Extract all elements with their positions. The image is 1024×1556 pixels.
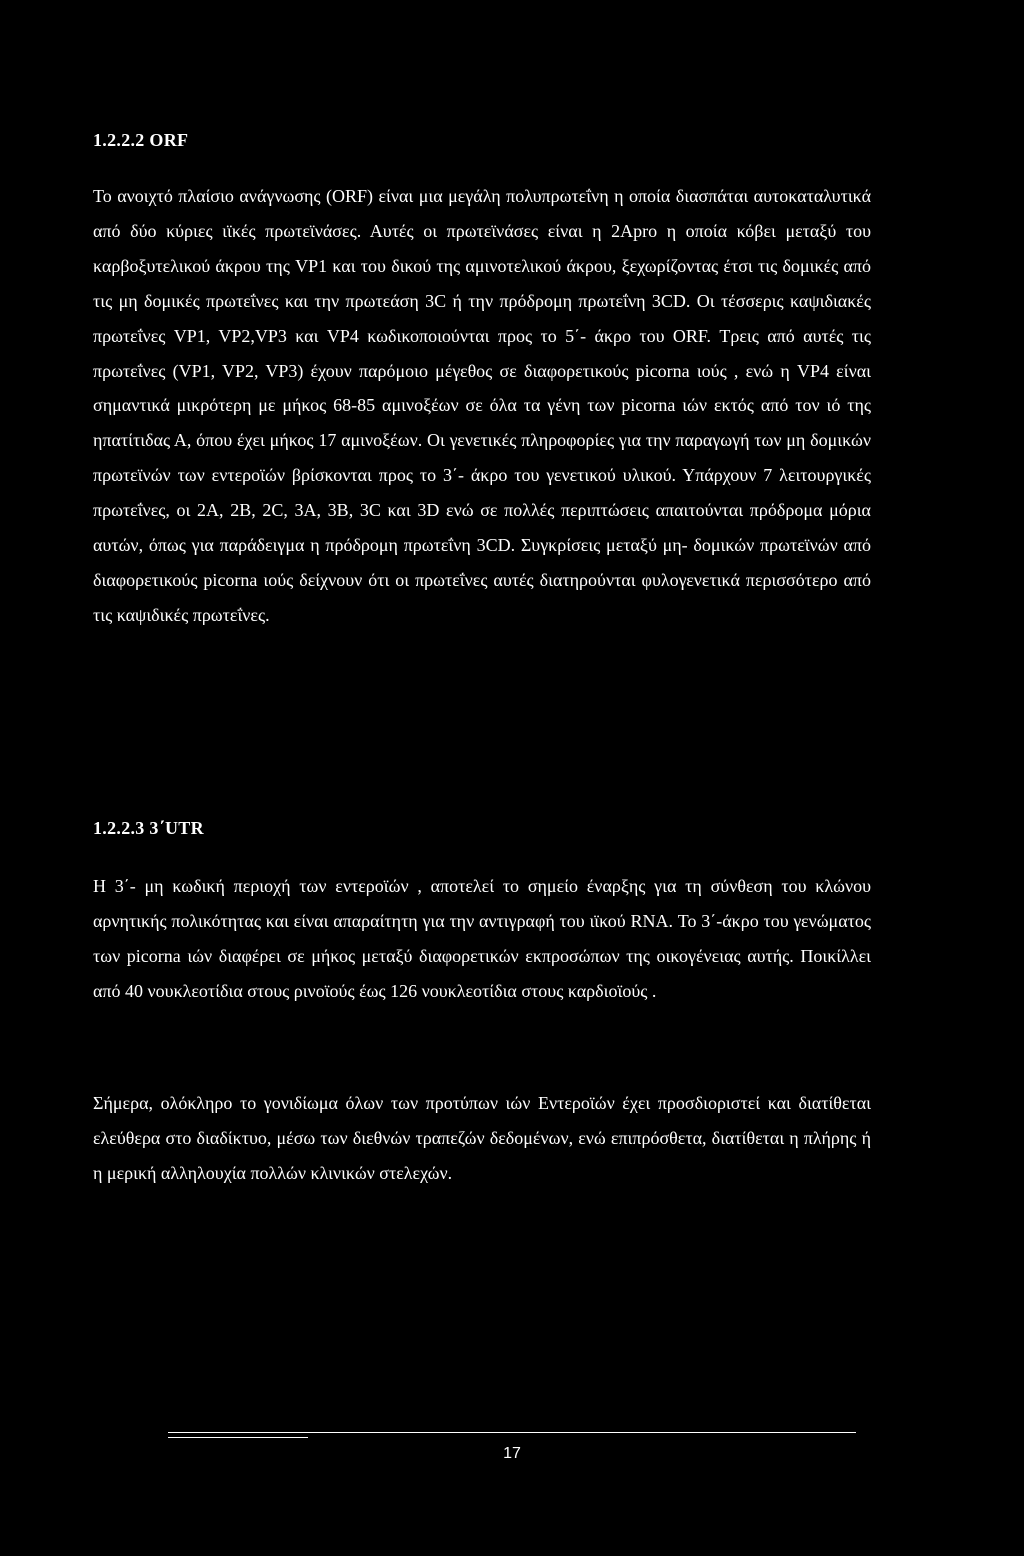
- section-heading-orf: 1.2.2.2 ORF: [93, 130, 189, 150]
- paragraph-orf: Το ανοιχτό πλαίσιο ανάγνωσης (ORF) είναι μια μεγάλη πολυπρωτεΐνη η οποία διασπάται αυτοκαταλυτικά από δύο κύριες ιϊκές πρωτεϊνάσες. Αυτές οι πρωτεϊνάσες είναι η 2Apro η οποία κόβει μεταξύ του καρβοξυτελικού άκρου της VP1 και του δικού της αμινοτελικού άκρου, ξεχωρίζοντας έτσι τις δομικές από τις μη δομικές πρωτεΐνες και την πρωτεάση 3C ή την πρόδρομη πρωτεΐνη 3CD. Οι τέσσερις καψιδιακές πρωτεΐνες VP1, VP2,VP3 και VP4 κωδικοποιούνται προς το 5΄- άκρο του ORF. Τρεις από αυτές τις πρωτεΐνες (VP1, VP2, VP3) έχουν παρόμοιο μέγεθος σε διαφορετικούς picorna ιούς , ενώ η VP4 είναι σημαντικά μικρότερη με μήκος 68-85 αμινοξέων σε όλα τα γένη των picorna ιών εκτός από τον ιό της ηπατίτιδας Α, όπου έχει μήκος 17 αμινοξέων. Οι γενετικές πληροφορίες για την παραγωγή των μη δομικών πρωτεϊνών των εντεροϊών βρίσκονται προς το 3΄- άκρο του γενετικού υλικού. Υπάρχουν 7 λειτουργικές πρωτεΐνες, οι 2Α, 2Β, 2C, 3Α, 3Β, 3C και 3D ενώ σε πολλές περιπτώσεις απαιτούνται πρόδρομα μόρια αυτών, όπως για παράδειγμα η πρόδρομη πρωτεΐνη 3CD. Συγκρίσεις μεταξύ μη- δομικών πρωτεϊνών από διαφορετικούς picorna ιούς δείχνουν ότι οι πρωτεΐνες αυτές διατηρούνται φυλογενετικά περισσότερο από τις καψιδικές πρωτεΐνες.: [93, 186, 871, 625]
- footer-divider-short: [168, 1437, 308, 1438]
- page-number: 17: [503, 1445, 521, 1462]
- footer-divider: [168, 1432, 856, 1433]
- paragraph-3utr-2: Σήμερα, ολόκληρο το γονιδίωμα όλων των προτύπων ιών Εντεροϊών έχει προσδιοριστεί και διατίθεται ελεύθερα στο διαδίκτυο, μέσω των διεθνών τραπεζών δεδομένων, ενώ επιπρόσθετα, διατίθεται η πλήρης ή η μερική αλληλουχία πολλών κλινικών στελεχών.: [93, 1093, 871, 1183]
- section-heading-3utr: 1.2.2.3 3΄UTR: [93, 818, 204, 838]
- paragraph-3utr-1: Η 3΄- μη κωδική περιοχή των εντεροϊών , αποτελεί το σημείο έναρξης για τη σύνθεση του κλώνου αρνητικής πολικότητας και είναι απαραίτητη για την αντιγραφή του ιϊκού RNA. Το 3΄-άκρο του γενώματος των picorna ιών διαφέρει σε μήκος μεταξύ διαφορετικών εκπροσώπων της οικογένειας αυτής. Ποικίλλει από 40 νουκλεοτίδια στους ρινοϊούς έως 126 νουκλεοτίδια στους καρδιοϊούς .: [93, 876, 871, 1001]
